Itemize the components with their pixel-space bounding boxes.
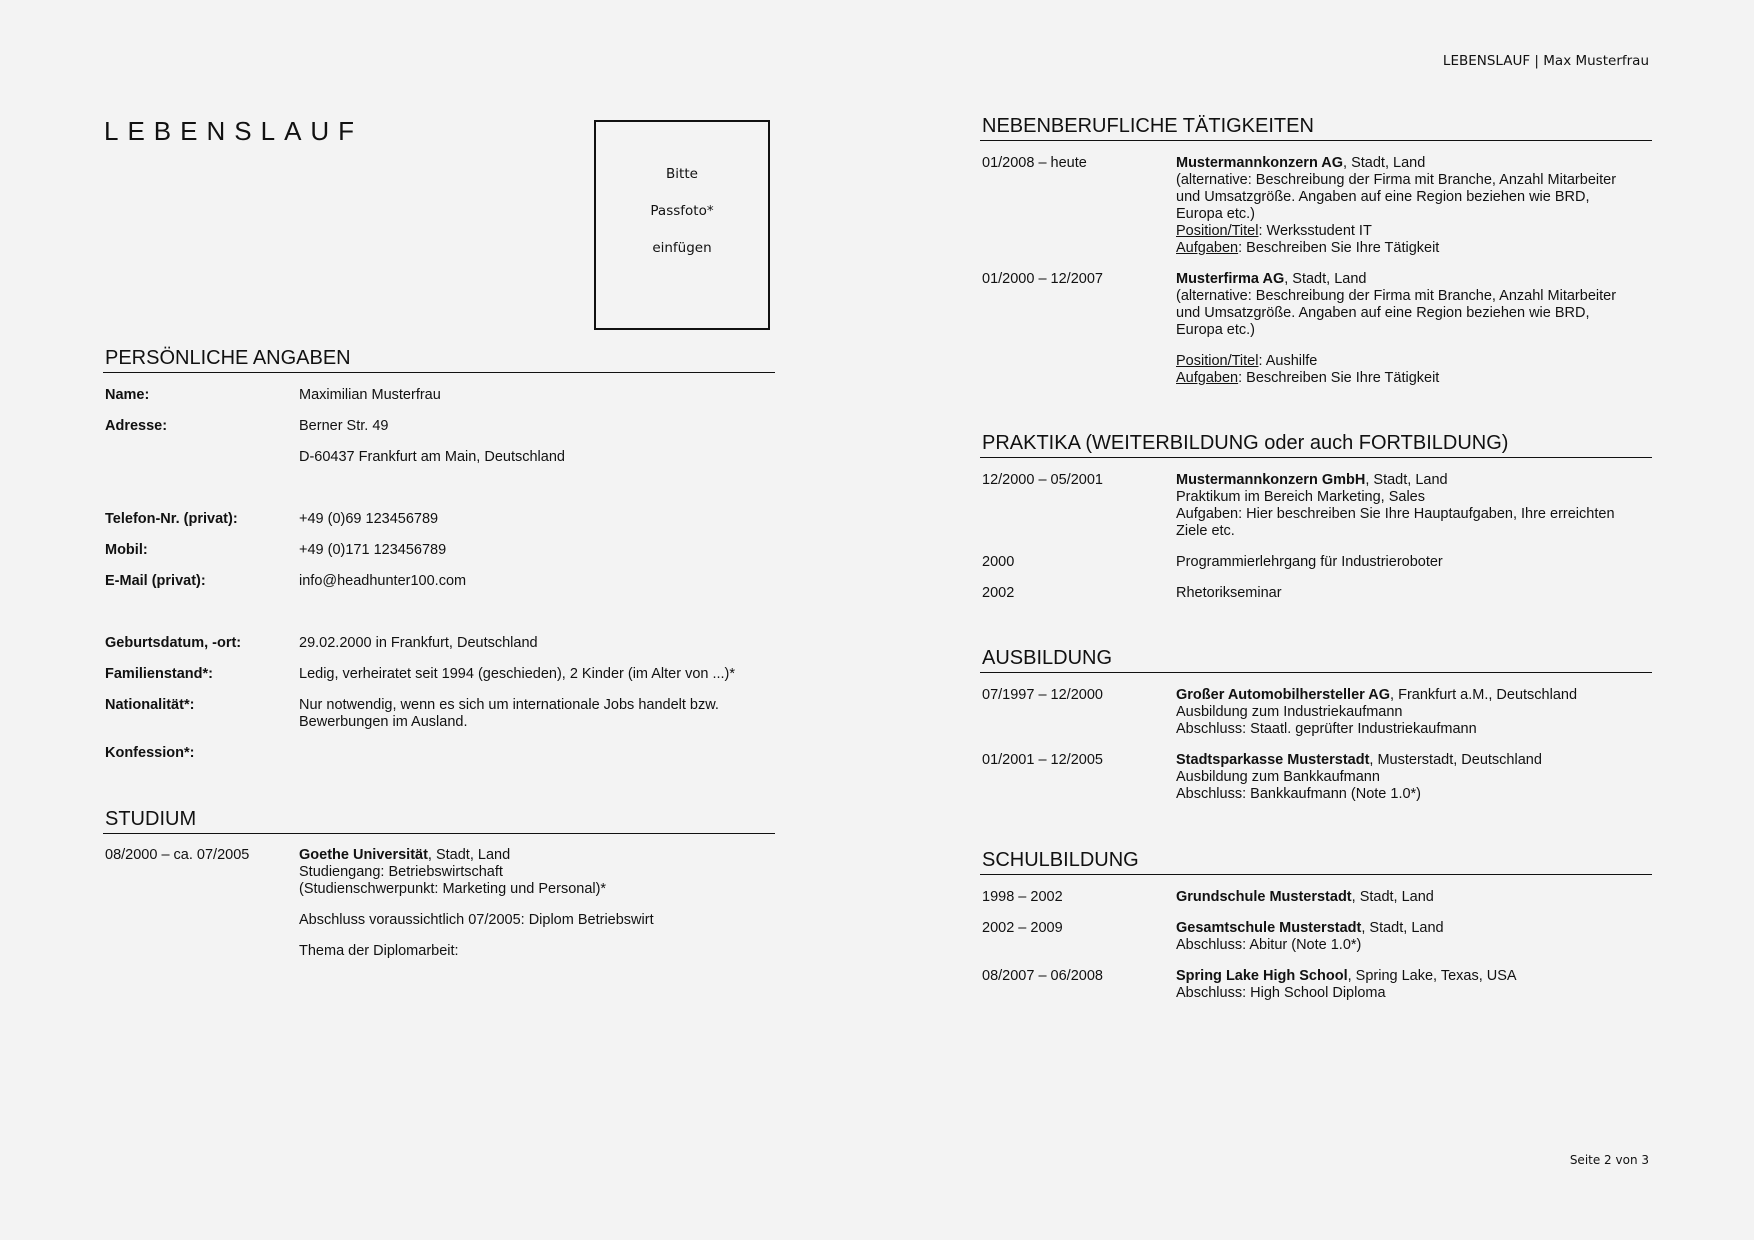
school-2-desc-1: Abschluss: Abitur (Note 1.0*): [1176, 937, 1362, 953]
photo-text-2: Passfoto*: [650, 203, 714, 219]
section-title-studium: STUDIUM: [103, 807, 775, 834]
label-birth: Geburtsdatum, -ort:: [105, 635, 242, 651]
internship-3-text: Rhetorikseminar: [1176, 585, 1282, 601]
side-job-1-date: 01/2008 – heute: [982, 155, 1087, 171]
internship-1-date: 12/2000 – 05/2001: [982, 472, 1103, 488]
section-personal: [103, 346, 775, 373]
internship-1-org-location: , Stadt, Land: [1365, 472, 1448, 488]
running-header: LEBENSLAUF | Max Musterfrau: [1442, 53, 1649, 69]
label-family: Familienstand*:: [105, 666, 213, 682]
photo-text-3: einfügen: [652, 240, 712, 256]
side-job-1-desc-3: Europa etc.): [1176, 206, 1255, 222]
side-job-2-desc-1: (alternative: Beschreibung der Firma mit Branche, Anzahl Mitarbeiter: [1176, 288, 1617, 304]
school-2-date: 2002 – 2009: [982, 920, 1063, 936]
side-job-1-tasks-label: Aufgaben: [1176, 240, 1239, 256]
studium-date: 08/2000 – ca. 07/2005: [105, 847, 250, 863]
internship-1-desc-2: Aufgaben: Hier beschreiben Sie Ihre Hauptaufgaben, Ihre erreichten: [1176, 506, 1615, 522]
school-3-desc-1: Abschluss: High School Diploma: [1176, 985, 1386, 1001]
label-confession: Konfession*:: [105, 745, 195, 761]
section-title-school: SCHULBILDUNG: [980, 848, 1652, 875]
side-job-2-org-location: , Stadt, Land: [1284, 271, 1367, 287]
school-2-org-location: , Stadt, Land: [1361, 920, 1444, 936]
value-nationality-1: Nur notwendig, wenn es sich um internationale Jobs handelt bzw.: [299, 697, 719, 713]
section-title-personal: PERSÖNLICHE ANGABEN: [103, 346, 775, 373]
studium-org-location: , Stadt, Land: [427, 847, 511, 863]
side-job-1-position: [1176, 223, 1372, 240]
side-job-1-org-location: , Stadt, Land: [1343, 155, 1426, 171]
label-address: Adresse:: [105, 418, 168, 434]
label-phone: Telefon-Nr. (privat):: [105, 511, 238, 527]
side-job-2-position-value: : Aushilfe: [1258, 353, 1318, 369]
value-email[interactable]: info@headhunter100.com: [299, 573, 467, 589]
studium-line-5: Thema der Diplomarbeit:: [299, 943, 459, 959]
label-nationality: Nationalität*:: [105, 697, 195, 713]
label-mobile: Mobil:: [105, 542, 148, 558]
value-address-1: Berner Str. 49: [299, 418, 389, 434]
side-job-2-position-label: Position/Titel: [1176, 353, 1259, 369]
studium-org: Goethe Universität: [299, 847, 428, 863]
section-title-vocational-training: AUSBILDUNG: [980, 646, 1652, 673]
value-phone: +49 (0)69 123456789: [299, 511, 439, 527]
side-job-1-position-label: Position/Titel: [1176, 223, 1259, 239]
school-1-org: Grundschule Musterstadt: [1176, 889, 1352, 905]
studium-line-2: Studiengang: Betriebswirtschaft: [299, 864, 503, 880]
side-job-2-desc-2: und Umsatzgröße. Angaben auf eine Region beziehen wie BRD,: [1176, 305, 1590, 321]
section-school: [980, 848, 1652, 875]
side-job-2-tasks-label: Aufgaben: [1176, 370, 1239, 386]
internship-1-desc-3: Ziele etc.: [1176, 523, 1235, 539]
side-job-2-date: 01/2000 – 12/2007: [982, 271, 1103, 287]
studium-line-3: (Studienschwerpunkt: Marketing und Personal)*: [299, 881, 607, 897]
internship-2-date: 2000: [982, 554, 1015, 570]
training-2-desc-2: Abschluss: Bankkaufmann (Note 1.0*): [1176, 786, 1422, 802]
school-3-org-location: , Spring Lake, Texas, USA: [1347, 968, 1517, 984]
side-job-2-tasks: [1176, 370, 1439, 387]
value-address-2: D-60437 Frankfurt am Main, Deutschland: [299, 449, 565, 465]
photo-placeholder: [594, 120, 770, 330]
school-2-org: Gesamtschule Musterstadt: [1176, 920, 1362, 936]
training-2-desc-1: Ausbildung zum Bankkaufmann: [1176, 769, 1380, 785]
school-1-date: 1998 – 2002: [982, 889, 1063, 905]
internship-1-desc-1: Praktikum im Bereich Marketing, Sales: [1176, 489, 1425, 505]
training-1-org: Großer Automobilhersteller AG: [1176, 687, 1391, 703]
document-title: LEBENSLAUF: [104, 116, 364, 146]
label-name: Name:: [105, 387, 150, 403]
section-title-internships: PRAKTIKA (WEITERBILDUNG oder auch FORTBILDUNG): [980, 431, 1652, 458]
page-number: Seite 2 von 3: [1569, 1153, 1649, 1167]
section-studium: [103, 807, 775, 834]
value-family: Ledig, verheiratet seit 1994 (geschieden), 2 Kinder (im Alter von ...)*: [299, 666, 736, 682]
internship-2-text: Programmierlehrgang für Industrieroboter: [1176, 554, 1443, 570]
value-nationality-2: Bewerbungen im Ausland.: [299, 714, 468, 730]
training-1-desc-1: Ausbildung zum Industriekaufmann: [1176, 704, 1403, 720]
school-3-org: Spring Lake High School: [1176, 968, 1348, 984]
section-title-side-jobs: NEBENBERUFLICHE TÄTIGKEITEN: [980, 114, 1652, 141]
side-job-2-position: [1176, 353, 1317, 370]
side-job-1-desc-1: (alternative: Beschreibung der Firma mit Branche, Anzahl Mitarbeiter: [1176, 172, 1617, 188]
value-birth: 29.02.2000 in Frankfurt, Deutschland: [299, 635, 538, 651]
side-job-2-org: Musterfirma AG: [1176, 271, 1285, 287]
side-job-1-desc-2: und Umsatzgröße. Angaben auf eine Region beziehen wie BRD,: [1176, 189, 1590, 205]
school-3-date: 08/2007 – 06/2008: [982, 968, 1103, 984]
training-2-date: 01/2001 – 12/2005: [982, 752, 1103, 768]
internship-1-org: Mustermannkonzern GmbH: [1176, 472, 1366, 488]
photo-text-1: Bitte: [666, 166, 698, 182]
side-job-1-tasks-value: : Beschreiben Sie Ihre Tätigkeit: [1238, 240, 1440, 256]
training-2-org: Stadtsparkasse Musterstadt: [1176, 752, 1370, 768]
training-1-date: 07/1997 – 12/2000: [982, 687, 1103, 703]
training-2-org-location: , Musterstadt, Deutschland: [1369, 752, 1542, 768]
school-1-org-location: , Stadt, Land: [1351, 889, 1434, 905]
value-name: Maximilian Musterfrau: [299, 387, 441, 403]
value-mobile: +49 (0)171 123456789: [299, 542, 447, 558]
side-job-2-tasks-value: : Beschreiben Sie Ihre Tätigkeit: [1238, 370, 1440, 386]
internship-3-date: 2002: [982, 585, 1015, 601]
section-side-jobs: [980, 114, 1652, 141]
training-1-org-location: , Frankfurt a.M., Deutschland: [1390, 687, 1578, 703]
section-internships: [980, 431, 1652, 458]
label-email: E-Mail (privat):: [105, 573, 206, 589]
studium-line-4: Abschluss voraussichtlich 07/2005: Diplom Betriebswirt: [299, 912, 654, 928]
side-job-1-position-value: : Werksstudent IT: [1258, 223, 1372, 239]
side-job-1-org: Mustermannkonzern AG: [1176, 155, 1344, 171]
section-vocational-training: [980, 646, 1652, 673]
training-1-desc-2: Abschluss: Staatl. geprüfter Industriekaufmann: [1176, 721, 1477, 737]
side-job-1-tasks: [1176, 240, 1439, 257]
side-job-2-desc-3: Europa etc.): [1176, 322, 1255, 338]
